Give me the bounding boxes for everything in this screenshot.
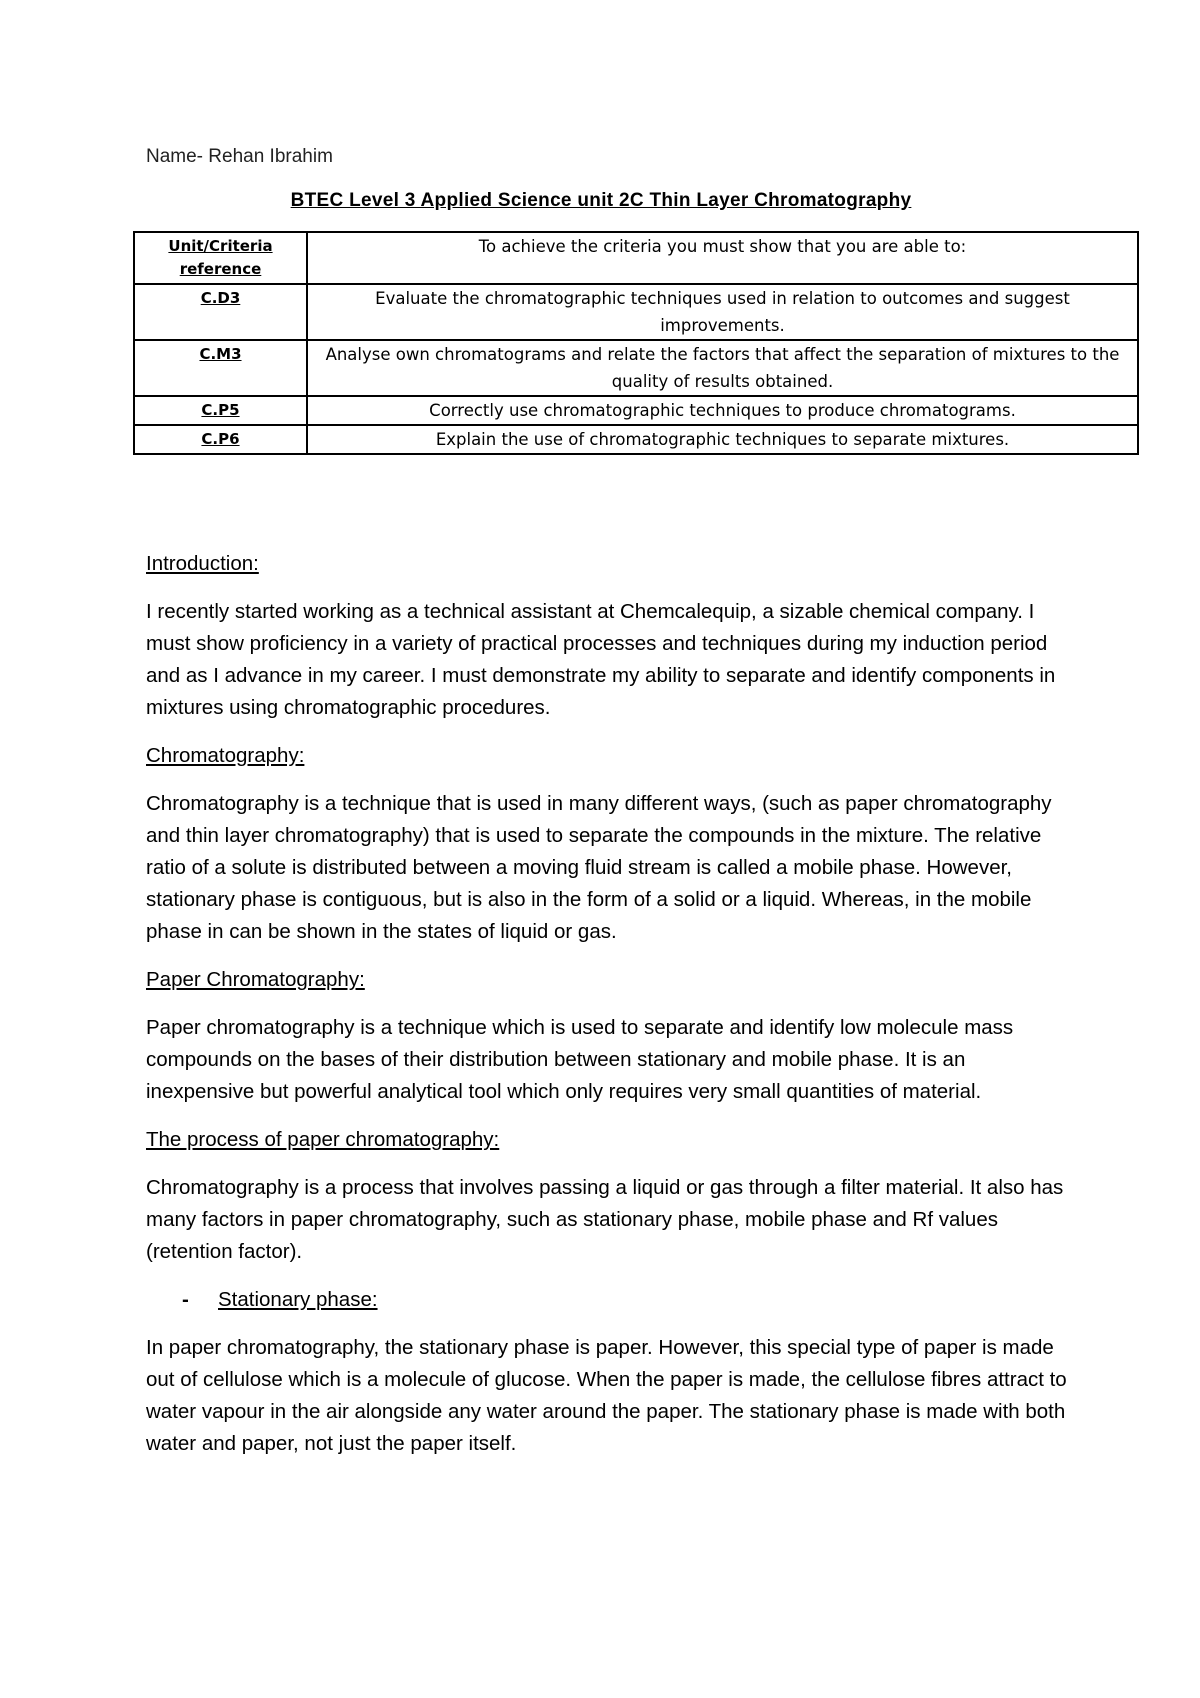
section-heading-paper-chromatography: Paper Chromatography:: [146, 968, 365, 991]
section-heading-introduction: Introduction:: [146, 552, 259, 575]
criteria-text-cell: Correctly use chromatographic techniques to produce chromatograms.: [307, 396, 1138, 425]
criteria-ref-cell: C.D3: [134, 284, 307, 340]
document-title: BTEC Level 3 Applied Science unit 2C Thin Layer Chromatography: [290, 190, 912, 211]
document-body: [146, 548, 1076, 1476]
table-row: [134, 340, 1138, 396]
bullet-heading-stationary-phase: [146, 1284, 1076, 1316]
criteria-text-cell: Evaluate the chromatographic techniques used in relation to outcomes and suggest improvements.: [307, 284, 1138, 340]
criteria-ref-cell: C.P6: [134, 425, 307, 454]
table-row: [134, 396, 1138, 425]
section-text-stationary-phase: In paper chromatography, the stationary phase is paper. However, this special type of paper is made out of cellulose which is a molecule of glucose. When the paper is made, the cellulose fibres attract to water vapour in the air alongside any water around the paper. The stationary phase is made with both water and paper, not just the paper itself.: [146, 1336, 1067, 1455]
author-name-line: Name- Rehan Ibrahim: [146, 146, 333, 167]
criteria-ref-cell: C.P5: [134, 396, 307, 425]
section-text-paper-chromatography: Paper chromatography is a technique which is used to separate and identify low molecule mass compounds on the bases of their distribution between stationary and mobile phase. It is an inexpensive but powerful analytical tool which only requires very small quantities of material.: [146, 1016, 1014, 1103]
criteria-text-cell: Explain the use of chromatographic techniques to separate mixtures.: [307, 425, 1138, 454]
table-row: [134, 425, 1138, 454]
criteria-table-header-row: [134, 232, 1138, 284]
bullet-dash: -: [182, 1288, 189, 1311]
section-text-introduction: I recently started working as a technical assistant at Chemcalequip, a sizable chemical company. I must show proficiency in a variety of practical processes and techniques during my induction period and as I advance in my career. I must demonstrate my ability to separate and identify components in mixtures using chromatographic procedures.: [146, 600, 1056, 719]
section-heading-chromatography: Chromatography:: [146, 744, 305, 767]
criteria-header-description: To achieve the criteria you must show that you are able to:: [307, 232, 1138, 284]
criteria-table: [133, 231, 1139, 455]
table-row: [134, 284, 1138, 340]
section-text-process: Chromatography is a process that involves passing a liquid or gas through a filter material. It also has many factors in paper chromatography, such as stationary phase, mobile phase and Rf values (retention factor).: [146, 1176, 1064, 1263]
section-heading-process: The process of paper chromatography:: [146, 1128, 500, 1151]
criteria-ref-cell: C.M3: [134, 340, 307, 396]
section-text-chromatography: Chromatography is a technique that is used in many different ways, (such as paper chromatography and thin layer chromatography) that is used to separate the compounds in the mixture. The relative ratio of a solute is distributed between a moving fluid stream is called a mobile phase. However, stationary phase is contiguous, but is also in the form of a solid or a liquid. Whereas, in the mobile phase in can be shown in the states of liquid or gas.: [146, 792, 1052, 943]
criteria-text-cell: Analyse own chromatograms and relate the factors that affect the separation of mixtures to the quality of results obtained.: [307, 340, 1138, 396]
section-heading-stationary-phase: Stationary phase:: [218, 1288, 378, 1311]
criteria-header-reference: Unit/Criteria reference: [134, 232, 307, 284]
